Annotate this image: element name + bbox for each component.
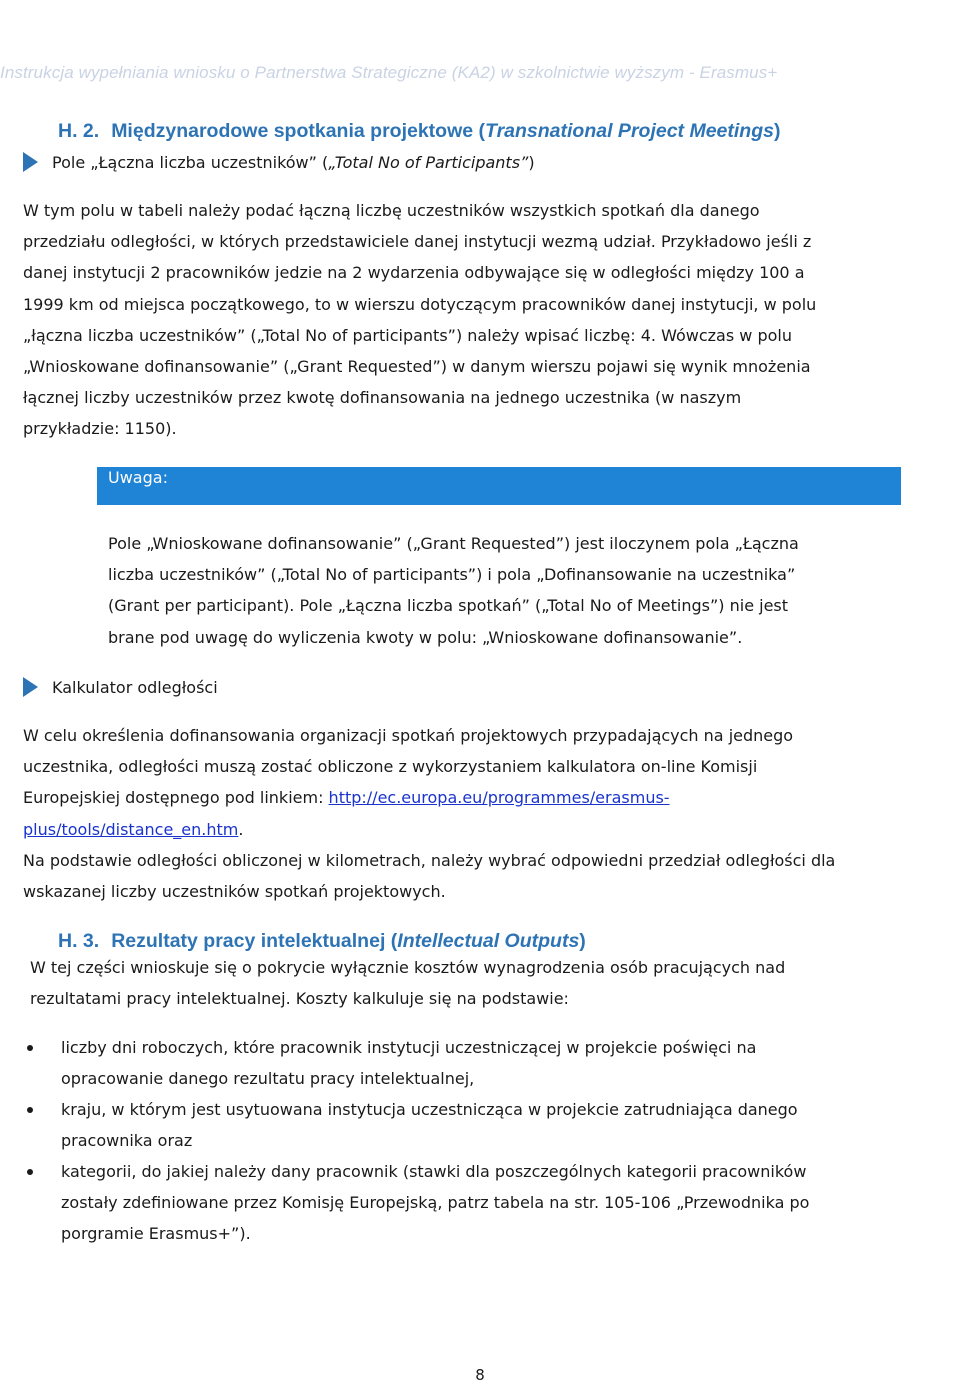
arrow-right-icon (23, 677, 38, 697)
link-intro: Europejskiej dostępnego pod linkiem: (23, 788, 329, 808)
paragraph-distance (23, 720, 835, 907)
note-body (108, 528, 799, 653)
arrow-right-icon (23, 152, 38, 172)
paragraph-participants (23, 195, 816, 445)
list-item-line: kategorii, do jakiej należy dany pracownik (stawki dla poszczególnych kategorii pracowników (61, 1162, 807, 1181)
note-line: (Grant per participant). Pole „Łączna liczba spotkań” („Total No of Meetings”) nie jest (108, 596, 789, 616)
list-item (61, 1094, 798, 1156)
list-item-line: zostały zdefiniowane przez Komisję Europejską, patrz tabela na str. 105-106 „Przewodnika po (61, 1193, 810, 1213)
field-label-english: „Total No of Participants” (328, 153, 529, 172)
text-line: W tej części wnioskuje się o pokrycie wyłącznie kosztów wynagrodzenia osób pracujących nad (30, 958, 786, 977)
section-title-english: Intellectual Outputs (397, 930, 580, 952)
text-line: wskazanej liczby uczestników spotkań projektowych. (23, 881, 446, 901)
field-participants-line (23, 152, 535, 172)
section-title-english: Transnational Project Meetings (485, 120, 774, 142)
note-line: brane pod uwagę do wyliczenia kwoty w polu: „Wnioskowane dofinansowanie”. (108, 627, 743, 647)
text-line: danej instytucji 2 pracowników jedzie na 2 wydarzenia odbywające się w odległości między 100 a (23, 263, 805, 283)
text-line: W tym polu w tabeli należy podać łączną liczbę uczestników wszystkich spotkań dla danego (23, 201, 760, 220)
text-line (23, 782, 835, 813)
note-line: liczba uczestników” („Total No of participants”) i pola „Dofinansowanie na uczestnika” (108, 565, 796, 585)
list-item-line: pracownika oraz (61, 1131, 193, 1151)
field-label-close: ) (528, 153, 535, 172)
list-item-line: opracowanie danego rezultatu pracy intelektualnej, (61, 1069, 475, 1089)
list-item-line: kraju, w którym jest usytuowana instytucja uczestnicząca w projekcie zatrudniająca danego (61, 1100, 798, 1119)
bullet-icon (27, 1107, 33, 1113)
section-number: H. 2. (58, 120, 100, 142)
section-title-close: ) (579, 930, 586, 952)
page-number: 8 (475, 1366, 485, 1384)
text-line: przykładzie: 1150). (23, 419, 177, 439)
bullet-icon (27, 1045, 33, 1051)
note-line: Pole „Wnioskowane dofinansowanie” („Grant Requested”) jest iloczynem pola „Łączna (108, 534, 799, 553)
text-line: W celu określenia dofinansowania organizacji spotkań projektowych przypadających na jednego (23, 726, 794, 745)
text-line: łącznej liczby uczestników przez kwotę dofinansowania na jednego uczestnika (w naszym (23, 388, 742, 408)
section-number: H. 3. (58, 930, 100, 952)
list-item-line: porgramie Erasmus+”). (61, 1224, 251, 1244)
calculator-link[interactable]: http://ec.europa.eu/programmes/erasmus- (328, 788, 670, 808)
note-title: Uwaga: (108, 468, 168, 487)
list-item (61, 1156, 809, 1250)
section-title: Rezultaty pracy intelektualnej ( (111, 930, 398, 952)
list-item (61, 1032, 756, 1094)
text-line: przedziału odległości, w których przedstawiciele danej instytucji wezmą udział. Przykładowo jeśli z (23, 232, 812, 252)
distance-calculator-label: Kalkulator odległości (52, 678, 218, 697)
text-line: Na podstawie odległości obliczonej w kilometrach, należy wybrać odpowiedni przedział odległości dla (23, 850, 836, 870)
text-line: 1999 km od miejsca początkowego, to w wierszu dotyczącym pracowników danej instytucji, w polu (23, 294, 817, 314)
text-line: rezultatami pracy intelektualnej. Koszty kalkuluje się na podstawie: (30, 989, 569, 1009)
running-header: Instrukcja wypełniania wniosku o Partnerstwa Strategiczne (KA2) w szkolnictwie wyższym - Erasmus+ (0, 63, 778, 82)
section-title: Międzynarodowe spotkania projektowe ( (111, 120, 486, 142)
list-item-line: liczby dni roboczych, które pracownik instytucji uczestniczącej w projekcie poświęci na (61, 1038, 757, 1057)
note-banner (97, 467, 901, 505)
text-line (23, 814, 835, 845)
paragraph-intellectual-outputs (30, 952, 785, 1014)
calculator-link-continued[interactable]: plus/tools/distance_en.htm (23, 819, 239, 839)
section-title-close: ) (773, 120, 781, 142)
field-label: Pole „Łączna liczba uczestników” ( (52, 153, 329, 172)
section-heading-h2 (58, 120, 780, 143)
text-line: uczestnika, odległości muszą zostać obliczone z wykorzystaniem kalkulatora on-line Komisji (23, 757, 758, 777)
text-line: „łączna liczba uczestników” („Total No of participants”) należy wpisać liczbę: 4. Wówczas w polu (23, 325, 792, 345)
text-line: „Wnioskowane dofinansowanie” („Grant Requested”) w danym wierszu pojawi się wynik mnożenia (23, 356, 811, 376)
distance-calculator-line (23, 677, 218, 697)
link-end: . (238, 819, 244, 839)
bullet-icon (27, 1169, 33, 1175)
section-heading-h3 (58, 930, 586, 953)
